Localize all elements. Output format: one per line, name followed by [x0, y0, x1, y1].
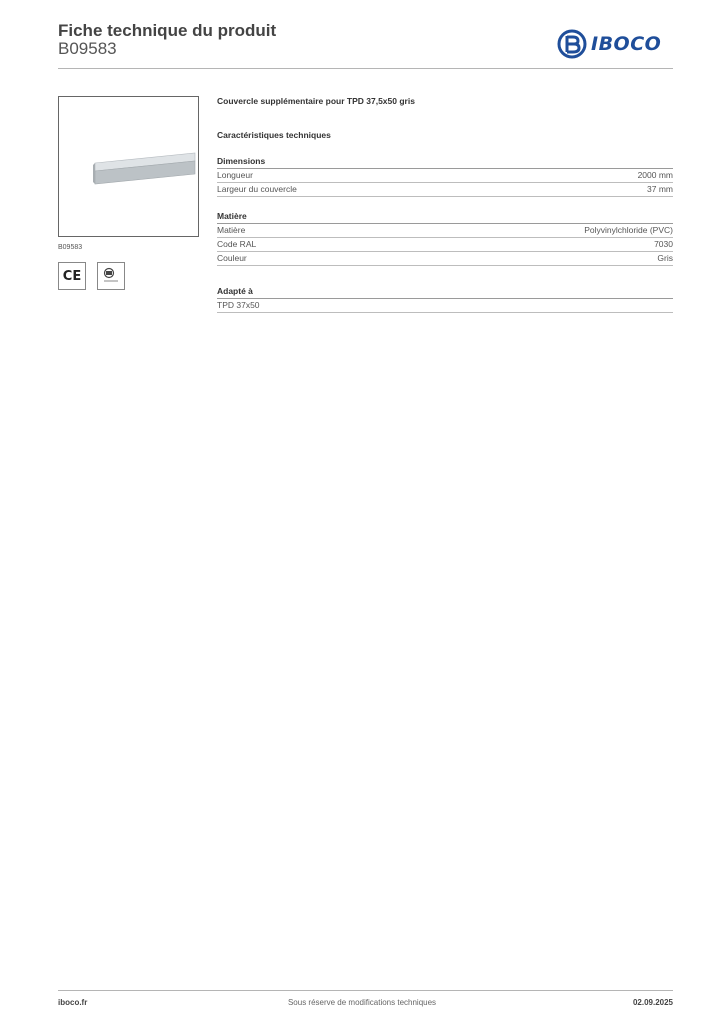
- header-divider: [58, 68, 673, 69]
- footer-website: iboco.fr: [58, 998, 88, 1007]
- spec-value: 7030: [654, 239, 673, 249]
- eac-mark: [97, 262, 125, 290]
- footer-divider: [58, 990, 673, 991]
- adapted-section: [217, 286, 673, 313]
- spec-value: 2000 mm: [637, 170, 673, 180]
- specs-heading: Caractéristiques techniques: [217, 130, 331, 140]
- product-name: Couvercle supplémentaire pour TPD 37,5x50 gris: [217, 96, 415, 106]
- page-title: Fiche technique du produit: [58, 21, 277, 40]
- spec-label: Longueur: [217, 170, 253, 180]
- adapted-label: TPD 37x50: [217, 300, 260, 310]
- iboco-logo: [557, 28, 675, 60]
- ce-mark-label: CE: [62, 268, 82, 284]
- cable-duct-cover-illustration: [59, 97, 198, 236]
- spec-row: [217, 252, 673, 266]
- spec-label: Code RAL: [217, 239, 257, 249]
- adapted-title: Adapté à: [217, 286, 673, 299]
- ce-mark: [58, 262, 86, 290]
- spec-label: Matière: [217, 225, 246, 235]
- image-caption: B09583: [58, 244, 83, 251]
- adapted-row: [217, 299, 673, 313]
- product-code-heading: B09583: [58, 39, 117, 58]
- iboco-logo-icon: [557, 29, 587, 59]
- spec-row: [217, 169, 673, 183]
- spec-row: [217, 224, 673, 238]
- eac-mark-icon: [101, 266, 121, 286]
- spec-row: [217, 183, 673, 197]
- product-details: [217, 96, 673, 313]
- spec-value: Polyvinylchloride (PVC): [584, 225, 673, 235]
- spec-row: [217, 238, 673, 252]
- material-title: Matière: [217, 211, 673, 224]
- spec-label: Couleur: [217, 253, 247, 263]
- spec-label: Largeur du couvercle: [217, 184, 297, 194]
- footer-note: Sous réserve de modifications techniques: [287, 998, 437, 1007]
- dimensions-section: [217, 156, 673, 197]
- footer-date: 02.09.2025: [632, 998, 673, 1007]
- dimensions-title: Dimensions: [217, 156, 673, 169]
- spec-value: 37 mm: [647, 184, 673, 194]
- product-image: [58, 96, 199, 237]
- spec-value: Gris: [657, 253, 673, 263]
- iboco-logo-text: IBOCO: [591, 33, 662, 55]
- material-section: [217, 211, 673, 266]
